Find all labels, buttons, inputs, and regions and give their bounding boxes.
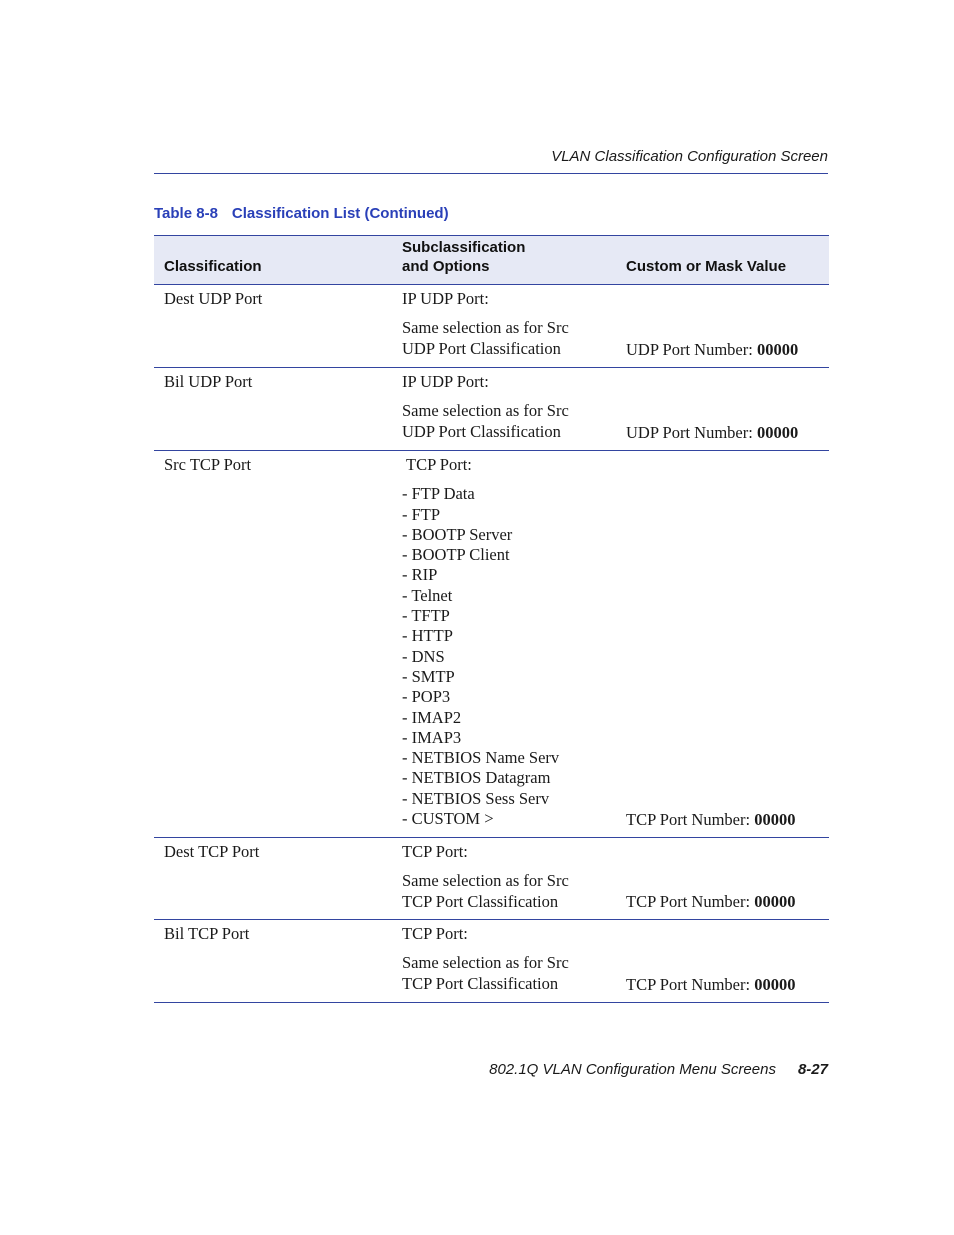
spacer [402,475,559,484]
subclassification-option: - RIP [402,565,438,585]
header-custom-mask-value: Custom or Mask Value [626,258,787,275]
subclassification-option: - CUSTOM > [402,809,494,829]
subclassification-option: - NETBIOS Sess Serv [402,788,550,808]
spacer [402,944,569,953]
custom-value-cell [626,810,795,830]
table-body [154,285,829,1003]
port-number-value: 00000 [754,974,796,994]
subclassification-cell [402,455,559,829]
table-row [154,451,829,838]
running-header: VLAN Classification Configuration Screen [551,148,828,165]
table-caption [154,205,449,222]
port-number-value: 00000 [756,339,799,359]
subclassification-option: - Telnet [402,585,453,605]
subclassification-option: - SMTP [402,666,455,686]
classification-cell: Src TCP Port [164,455,252,474]
custom-value-cell [626,975,795,995]
classification-cell: Bil UDP Port [164,372,253,391]
subclassification-option: Same selection as for Src [402,318,569,338]
classification-cell: Bil TCP Port [164,924,250,943]
subclassification-heading: TCP Port: [402,924,468,943]
port-number-label: TCP Port Number: [626,809,755,829]
subclassification-option: TCP Port Classification [402,973,559,993]
custom-value-cell [626,340,798,360]
subclassification-heading: TCP Port: [402,842,468,861]
header-subclassification-line2: and Options [402,258,490,275]
port-number-label: TCP Port Number: [626,891,755,911]
subclassification-option: - TFTP [402,606,450,626]
custom-value-cell [626,423,798,443]
spacer [402,392,569,401]
subclassification-option: Same selection as for Src [402,871,569,891]
table-row [154,920,829,1003]
subclassification-cell [402,842,569,912]
subclassification-option: - DNS [402,646,445,666]
port-number-value: 00000 [754,809,796,829]
table-row [154,368,829,451]
classification-cell: Dest TCP Port [164,842,260,861]
subclassification-option: Same selection as for Src [402,953,569,973]
subclassification-option: - BOOTP Server [402,524,513,544]
port-number-label: UDP Port Number: [626,422,757,442]
table-caption-number: Table 8-8 [154,205,218,222]
footer-title: 802.1Q VLAN Configuration Menu Screens [489,1061,776,1078]
subclassification-cell [402,289,569,359]
header-rule [154,173,828,174]
subclassification-option: - HTTP [402,626,453,646]
subclassification-option: Same selection as for Src [402,401,569,421]
spacer [402,862,569,871]
header-subclassification-line1: Subclassification [402,239,526,256]
subclassification-option: - NETBIOS Datagram [402,768,551,788]
table-row [154,838,829,920]
subclassification-option: UDP Port Classification [402,421,561,441]
header-classification: Classification [164,258,262,275]
subclassification-option: - POP3 [402,687,451,707]
subclassification-heading: IP UDP Port: [402,289,489,308]
classification-cell: Dest UDP Port [164,289,263,308]
subclassification-heading: IP UDP Port: [402,372,489,391]
subclassification-option: TCP Port Classification [402,891,559,911]
running-footer [154,1061,828,1078]
header-subclassification [402,238,525,276]
subclassification-option: - IMAP2 [402,707,462,727]
custom-value-cell [626,892,795,912]
spacer [402,309,569,318]
port-number-label: UDP Port Number: [626,339,757,359]
subclassification-option: UDP Port Classification [402,338,561,358]
classification-table [154,235,829,1003]
subclassification-option: - NETBIOS Name Serv [402,748,560,768]
subclassification-option: - BOOTP Client [402,545,510,565]
table-header-row [154,235,829,285]
subclassification-option: - FTP [402,504,441,524]
subclassification-cell [402,924,569,994]
subclassification-heading: TCP Port: [406,455,472,474]
subclassification-option: - FTP Data [402,484,475,504]
page-number: 8-27 [797,1061,828,1078]
subclassification-cell [402,372,569,442]
table-caption-title: Classification List (Continued) [231,205,449,222]
table-row [154,285,829,368]
port-number-value: 00000 [754,891,796,911]
port-number-label: TCP Port Number: [626,974,755,994]
subclassification-option: - IMAP3 [402,727,462,747]
port-number-value: 00000 [756,422,799,442]
